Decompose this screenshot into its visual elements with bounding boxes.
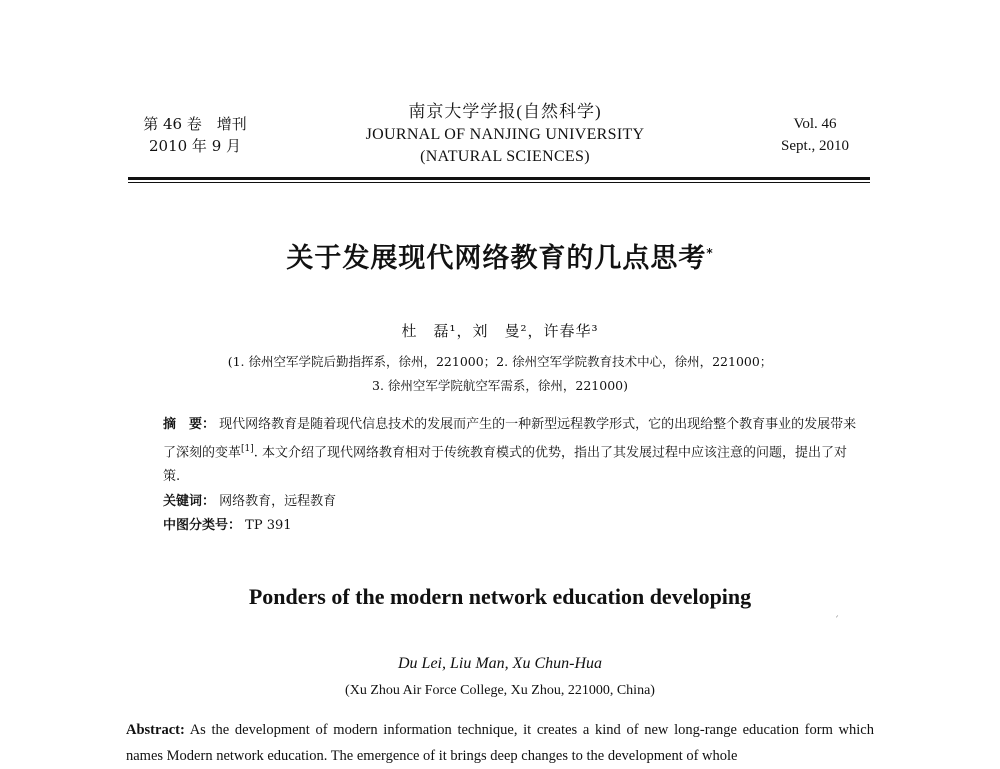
journal-name-en: JOURNAL OF NANJING UNIVERSITY (365, 126, 645, 143)
authors-en: Du Lei, Liu Man, Xu Chun-Hua (398, 655, 602, 672)
keywords-line (163, 490, 336, 514)
abstract-cn-text: 现代网络教育是随着现代信息技术的发展而产生的一种新型远程教学形式，它的出现给整个教育事业的发展带来了深刻的变革 (163, 417, 857, 461)
header-rule-thin (128, 182, 870, 183)
volume-en: Vol. 46 (793, 116, 837, 132)
issue-date-cn: 2010 年 9 月 (148, 137, 242, 155)
abstract-cn-label: 摘 要： (163, 417, 216, 432)
abstract-en (126, 717, 874, 769)
paper-title-en: Ponders of the modern network education developing (248, 584, 752, 609)
issue-date-en: Sept., 2010 (781, 138, 849, 154)
abstract-cn-ref: [1] (241, 444, 254, 454)
classification-line (163, 514, 292, 538)
keywords-text: 网络教育，远程教育 (219, 494, 337, 509)
abstract-cn-text-2: . 本文介绍了现代网络教育相对于传统教育模式的优势，指出了其发展过程中应该注意的问题，提出了对策. (163, 445, 848, 485)
journal-volume-en-block (760, 113, 870, 157)
journal-subtitle-en: (NATURAL SCIENCES) (420, 148, 590, 165)
affiliation-en: (Xu Zhou Air Force College, Xu Zhou, 221000, China) (345, 683, 655, 698)
volume-cn: 第 46 卷 增刊 (143, 115, 247, 133)
keywords-label: 关键词： (163, 494, 216, 509)
paper-title-cn-text: 关于发展现代网络教育的几点思考 (286, 243, 707, 274)
classification-label: 中图分类号： (163, 518, 242, 533)
journal-volume-cn-block (130, 113, 260, 157)
stray-mark: ´ (834, 616, 839, 627)
journal-masthead (320, 100, 690, 168)
journal-name-cn: 南京大学学报(自然科学) (408, 102, 602, 121)
title-footnote-mark: * (706, 246, 714, 260)
paper-title-cn (130, 236, 870, 275)
abstract-en-text: As the development of modern information technique, it creates a kind of new long-range education form which names Modern network education. The emergence of it brings deep changes to the development of whole (126, 722, 874, 764)
classification-code: TP 391 (245, 518, 292, 533)
affiliation-cn-line-2: 3. 徐州空军学院航空军需系，徐州，221000) (372, 378, 628, 393)
affiliation-cn-line-1: (1. 徐州空军学院后勤指挥系，徐州，221000；2. 徐州空军学院教育技术中心，徐州，221000； (227, 354, 773, 369)
authors-cn: 杜 磊¹，刘 曼²，许春华³ (401, 322, 599, 340)
abstract-en-label: Abstract: (126, 722, 185, 738)
header-rule-thick (128, 177, 870, 180)
abstract-cn (163, 413, 863, 489)
